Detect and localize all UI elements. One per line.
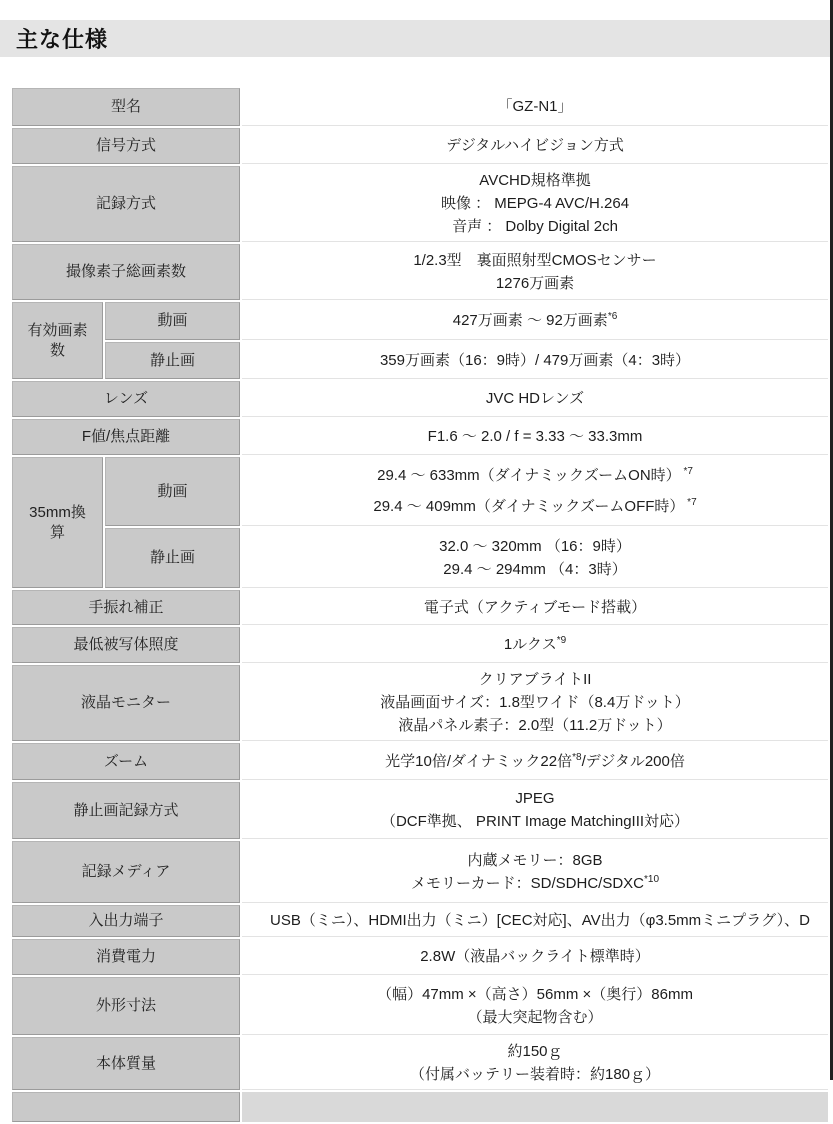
value-text: 映像 ： MEPG-4 AVC/H.264: [440, 195, 630, 212]
spec-value-line: [248, 810, 822, 833]
spec-value-line: [248, 596, 822, 619]
spec-label: 本体質量: [12, 1037, 240, 1090]
spec-value-line: [248, 787, 822, 810]
spec-row: [12, 977, 828, 1035]
spec-value-line: [248, 192, 822, 215]
spec-row: [12, 88, 828, 126]
footnote-marker: *8: [572, 751, 582, 763]
spec-row: [12, 743, 828, 780]
value-text: F1.6 ～ 2.0 / f = 3.33 ～ 33.3mm: [427, 428, 643, 445]
spec-value: [242, 743, 828, 780]
spec-value-line: [248, 387, 822, 410]
spec-value-line: [248, 491, 822, 522]
spec-value-line: [248, 945, 822, 968]
value-text: 約150ｇ: [507, 1043, 563, 1060]
footnote-marker: *6: [607, 311, 618, 322]
spec-row: [12, 381, 828, 417]
spec-row: [12, 457, 828, 526]
value-text: （幅）47mm ×（高さ）56mm ×（奥行）86mm: [377, 985, 693, 1003]
spec-row: [12, 528, 828, 588]
spec-label: 記録メディア: [12, 841, 240, 903]
spec-row: [12, 166, 828, 242]
spec-value-line: [248, 460, 822, 491]
spec-value: [242, 381, 828, 417]
spec-label: 静止画記録方式: [12, 782, 240, 839]
value-text: 音声 ： Dolby Digital 2ch: [452, 218, 618, 235]
spec-value-line: [248, 668, 822, 691]
spec-sublabel: 静止画: [105, 528, 240, 588]
spec-value-line: [248, 1063, 822, 1086]
spec-value: [242, 905, 828, 937]
spec-value-line: [248, 983, 822, 1006]
value-text: デジタルハイビジョン方式: [446, 137, 624, 154]
value-text: AVCHD規格準拠: [479, 172, 591, 189]
spec-value-line: [248, 872, 822, 895]
spec-value: [242, 342, 828, 379]
value-text: 29.4 ～ 294mm （4：3時）: [443, 560, 627, 578]
spec-row: [12, 782, 828, 839]
spec-row: [12, 590, 828, 625]
spec-value-line: [248, 1040, 822, 1063]
page-title: 主な仕様: [16, 27, 109, 52]
spec-value: [242, 244, 828, 300]
value-text: 1/2.3型 裏面照射型CMOSセンサー: [413, 251, 657, 269]
spec-row: [12, 665, 828, 741]
spec-row: [12, 1037, 828, 1090]
spec-value: [242, 590, 828, 625]
spec-value: [242, 627, 828, 663]
spec-label: F値/焦点距離: [12, 419, 240, 455]
spec-label: 液晶モニター: [12, 665, 240, 741]
spec-group-label: 有効画素数: [12, 302, 103, 379]
spec-row: [12, 128, 828, 164]
value-text: 内蔵メモリー：8GB: [467, 851, 603, 869]
spec-value: [242, 528, 828, 588]
spec-row: [12, 841, 828, 903]
spec-label: 手振れ補正: [12, 590, 240, 625]
spec-label: 入出力端子: [12, 905, 240, 937]
value-text: 29.4 ～ 633mm（ダイナミックズームON時）: [377, 467, 681, 484]
spec-sublabel: 動画: [105, 457, 240, 526]
spec-value-line: [248, 309, 822, 332]
clipped-next-value: [242, 1092, 828, 1122]
spec-label: 記録方式: [12, 166, 240, 242]
value-text: 1276万画素: [495, 274, 575, 292]
value-text: 「GZ-N1」: [497, 98, 573, 115]
spec-value-line: [248, 249, 822, 272]
spec-value: [242, 302, 828, 340]
value-text: JPEG: [515, 790, 555, 807]
spec-value: [242, 841, 828, 903]
spec-value-line: [248, 558, 822, 581]
spec-value-line: [248, 134, 822, 157]
spec-label: 信号方式: [12, 128, 240, 164]
value-text: 光学10倍/ダイナミック22倍: [385, 752, 573, 770]
spec-value: [242, 977, 828, 1035]
spec-value-line: [248, 1006, 822, 1029]
spec-value-line: [248, 633, 822, 656]
value-text: USB（ミニ）、HDMI出力（ミニ）[CEC対応]、AV出力（φ3.5mmミニプラグ）、D: [270, 912, 810, 929]
spec-row: [12, 905, 828, 937]
spec-row: [12, 627, 828, 663]
spec-group-label: 35mm換算: [12, 457, 103, 588]
spec-label: レンズ: [12, 381, 240, 417]
value-text: /デジタル200倍: [581, 752, 685, 770]
value-text: 液晶画面サイズ：1.8型ワイド（8.4万ドット）: [380, 694, 690, 711]
value-text: 液晶パネル素子：2.0型（11.2万ドット）: [398, 717, 672, 734]
spec-value: [242, 782, 828, 839]
spec-row: [12, 342, 828, 379]
spec-label: ズーム: [12, 743, 240, 780]
spec-label: 最低被写体照度: [12, 627, 240, 663]
spec-row: [12, 302, 828, 340]
spec-sublabel: 動画: [105, 302, 240, 340]
spec-table: [10, 86, 830, 1124]
section-header-band: [0, 20, 833, 57]
spec-value-line: [248, 535, 822, 558]
spec-value: [242, 419, 828, 455]
value-text: 29.4 ～ 409mm（ダイナミックズームOFF時）: [373, 498, 685, 515]
spec-value: [242, 939, 828, 975]
spec-value-line: [270, 909, 822, 932]
value-text: 427万画素 ～ 92万画素: [452, 312, 608, 329]
value-text: 32.0 ～ 320mm （16：9時）: [439, 537, 631, 555]
footnote-marker: *10: [644, 873, 660, 885]
spec-row: [12, 244, 828, 300]
spec-value-line: [248, 425, 822, 448]
value-text: 電子式（アクティブモード搭載）: [423, 598, 647, 616]
spec-row: [12, 419, 828, 455]
spec-row: [12, 939, 828, 975]
clipped-next-row: [12, 1092, 828, 1122]
value-text: メモリーカード：SD/SDHC/SDXC: [410, 874, 645, 892]
value-text: （付属バッテリー装着時：約180ｇ）: [409, 1066, 661, 1083]
spec-value: [242, 166, 828, 242]
spec-label: 外形寸法: [12, 977, 240, 1035]
spec-value-line: [248, 849, 822, 872]
spec-value: [242, 665, 828, 741]
spec-value: [242, 1037, 828, 1090]
footnote-marker: *7: [680, 466, 693, 477]
value-text: （DCF準拠、 PRINT Image MatchingIII対応）: [380, 813, 690, 830]
spec-value-line: [248, 95, 822, 118]
spec-sublabel: 静止画: [105, 342, 240, 379]
spec-value-line: [248, 215, 822, 238]
spec-value: [242, 88, 828, 126]
spec-value-line: [248, 349, 822, 372]
value-text: 2.8W（液晶バックライト標準時）: [420, 948, 650, 965]
value-text: JVC HDレンズ: [485, 390, 585, 407]
spec-value: [242, 128, 828, 164]
spec-value-line: [248, 691, 822, 714]
spec-value-line: [248, 272, 822, 295]
spec-value-line: [248, 169, 822, 192]
spec-value: [242, 457, 828, 526]
spec-label: 消費電力: [12, 939, 240, 975]
spec-value-line: [248, 750, 822, 773]
footnote-marker: *7: [684, 497, 697, 508]
clipped-next-label: [12, 1092, 240, 1122]
value-text: （最大突起物含む）: [467, 1008, 603, 1026]
footnote-marker: *9: [556, 635, 567, 646]
spec-label: 型名: [12, 88, 240, 126]
spec-value-line: [248, 714, 822, 737]
value-text: 1ルクス: [503, 636, 557, 653]
value-text: クリアブライトII: [478, 671, 592, 688]
value-text: 359万画素（16：9時）/ 479万画素（4：3時）: [379, 351, 691, 369]
spec-label: 撮像素子総画素数: [12, 244, 240, 300]
